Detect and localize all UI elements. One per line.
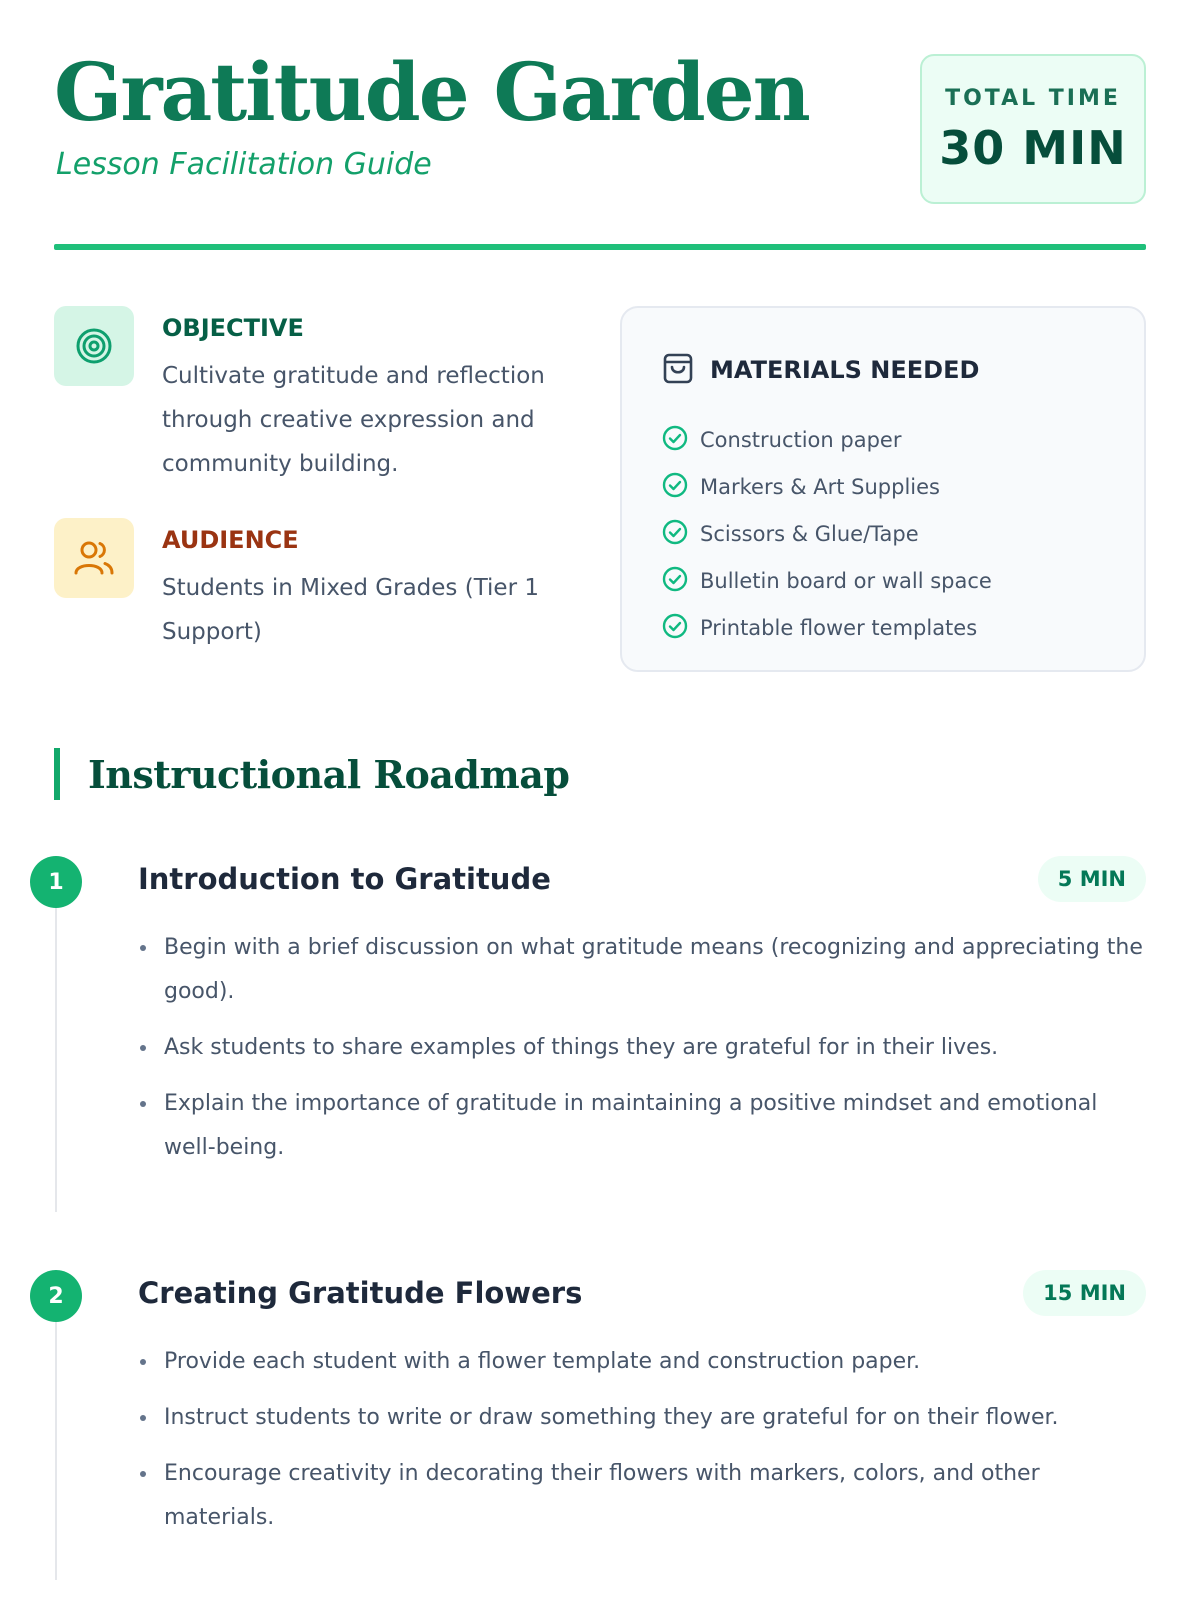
check-circle-icon [662, 519, 688, 549]
check-circle-icon [662, 566, 688, 596]
objective-text: Cultivate gratitude and reflection through creative expression and community building. [162, 363, 545, 477]
shopping-bag-icon [662, 351, 694, 389]
timeline-line [55, 1322, 57, 1580]
materials-title: MATERIALS NEEDED [710, 356, 980, 384]
materials-card [620, 306, 1146, 672]
material-item-label: Construction paper [700, 427, 902, 452]
list-item: Explain the importance of gratitude in maintaining a positive mindset and emotional well-being. [138, 1082, 1146, 1170]
step-bullet-list [138, 1340, 1146, 1552]
materials-header [662, 352, 1144, 388]
list-item: Begin with a brief discussion on what gratitude means (recognizing and appreciating the good). [138, 926, 1146, 1014]
step-duration-badge: 15 MIN [1023, 1270, 1146, 1316]
step-bullet-list [138, 926, 1146, 1182]
materials-list [662, 416, 1144, 651]
list-item [662, 604, 1144, 651]
check-circle-icon [662, 425, 688, 455]
header [54, 0, 1146, 250]
step-duration-badge: 5 MIN [1038, 856, 1146, 902]
roadmap-step-2 [30, 1270, 1146, 1580]
users-icon [54, 518, 134, 598]
roadmap-title: Instructional Roadmap [88, 751, 570, 797]
timeline-line [55, 908, 57, 1212]
list-item [662, 416, 1144, 463]
audience-heading: AUDIENCE [162, 526, 299, 554]
roadmap-heading [54, 748, 569, 800]
check-circle-icon [662, 472, 688, 502]
check-circle-icon [662, 613, 688, 643]
material-item-label: Bulletin board or wall space [700, 568, 992, 593]
audience-text: Students in Mixed Grades (Tier 1 Support) [162, 575, 539, 645]
step-number-badge: 1 [30, 856, 82, 908]
objective-heading: OBJECTIVE [162, 314, 304, 342]
target-icon [54, 306, 134, 386]
total-time-box [920, 54, 1146, 204]
total-time-value: 30 MIN [939, 121, 1127, 175]
list-item: Ask students to share examples of things they are grateful for in their lives. [138, 1026, 1146, 1070]
material-item-label: Markers & Art Supplies [700, 474, 940, 499]
page-subtitle: Lesson Facilitation Guide [56, 147, 432, 182]
total-time-label: TOTAL TIME [945, 86, 1121, 111]
list-item: Encourage creativity in decorating their flowers with markers, colors, and other materials. [138, 1452, 1146, 1540]
step-title: Creating Gratitude Flowers [138, 1276, 583, 1310]
objective-block [54, 306, 574, 486]
material-item-label: Printable flower templates [700, 615, 978, 640]
audience-block [54, 518, 574, 654]
step-number-badge: 2 [30, 1270, 82, 1322]
list-item [662, 510, 1144, 557]
list-item [662, 557, 1144, 604]
overview-section [54, 250, 1146, 700]
roadmap-step-1 [30, 856, 1146, 1212]
page-title: Gratitude Garden [54, 45, 809, 139]
list-item [662, 463, 1144, 510]
list-item: Instruct students to write or draw something they are grateful for on their flower. [138, 1396, 1146, 1440]
step-title: Introduction to Gratitude [138, 862, 551, 896]
list-item: Provide each student with a flower template and construction paper. [138, 1340, 1146, 1384]
material-item-label: Scissors & Glue/Tape [700, 521, 919, 546]
